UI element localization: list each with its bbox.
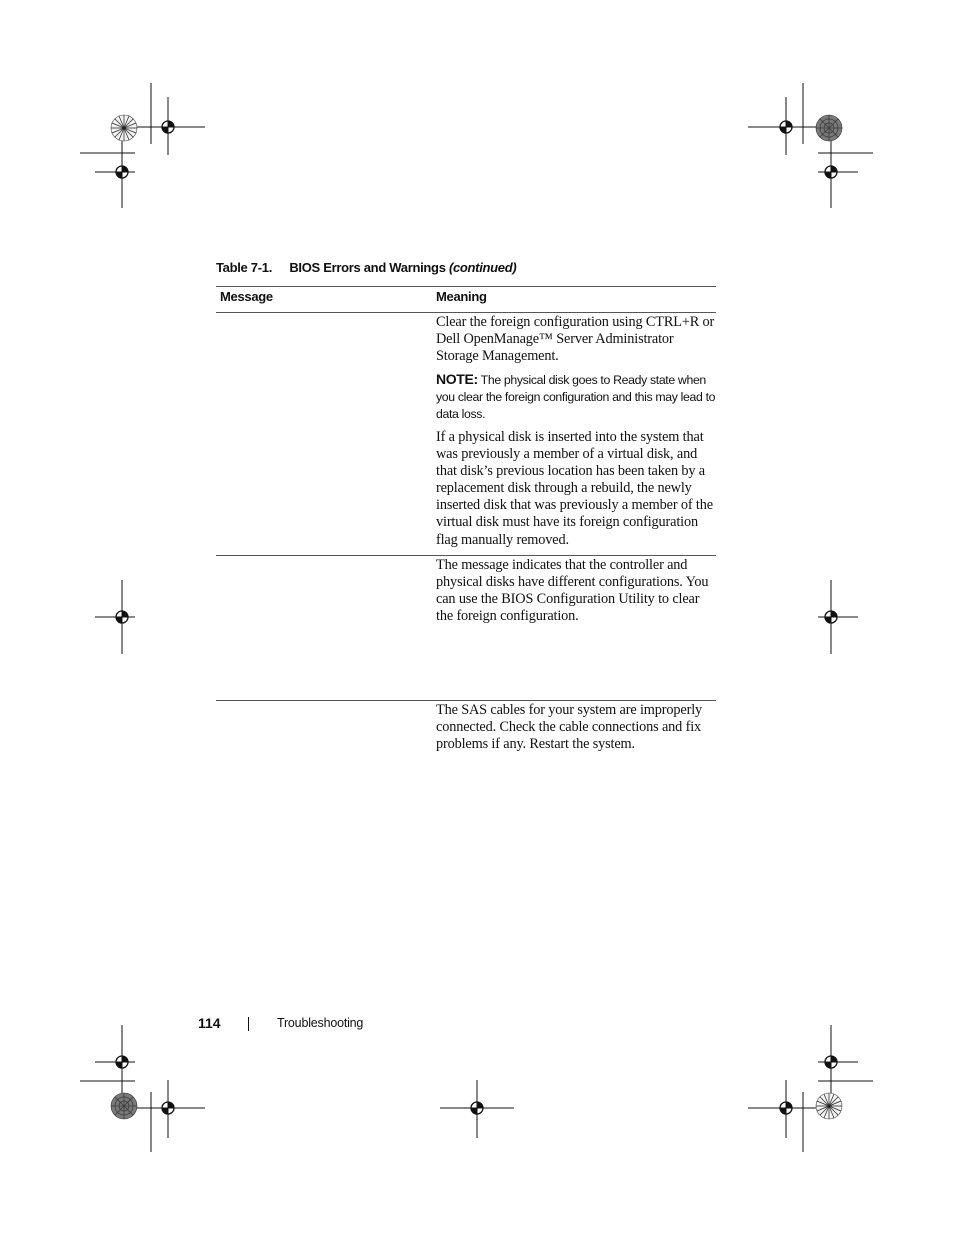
table-caption-title: BIOS Errors and Warnings — [289, 260, 446, 275]
footer-separator — [248, 1017, 249, 1031]
footer-section-title: Troubleshooting — [277, 1016, 364, 1030]
table-row-rule — [216, 555, 716, 556]
column-header-message: Message — [220, 289, 273, 304]
table-row-rule — [216, 700, 716, 701]
note-state: Ready — [613, 373, 647, 387]
row-meaning-text: The SAS cables for your system are improperly connected. Check the cable connections and fix problems if any. Restart the system. — [436, 702, 703, 753]
note-label: NOTE: — [436, 371, 478, 387]
table-top-rule — [216, 286, 716, 287]
note-text: The physical disk goes to — [480, 373, 610, 387]
row-meaning-text: Clear the foreign configuration using CTRL+R or Dell OpenManage™ Server Administrator Storage Management. — [436, 314, 715, 365]
column-header-meaning: Meaning — [436, 289, 487, 304]
page-number: 114 — [198, 1015, 221, 1031]
note-block — [436, 371, 716, 423]
table-caption-suffix: (continued) — [448, 260, 517, 275]
row-meaning-text: If a physical disk is inserted into the system that was previously a member of a virtual disk, and that disk’s previous location has been taken by a replacement disk through a rebuild, the newly inserted disk that was previously a member of the virtual disk must have its foreign configuration flag manually removed. — [436, 429, 713, 548]
table-caption — [216, 260, 516, 275]
table-header-rule — [216, 312, 716, 313]
note-text: state when you clear the foreign configuration and this may lead to data loss. — [436, 373, 716, 421]
table-caption-label: Table 7-1. — [216, 260, 273, 275]
row-meaning-text: The message indicates that the controller and physical disks have different configurations. You can use the BIOS Configuration Utility to clear the foreign configuration. — [436, 557, 709, 625]
